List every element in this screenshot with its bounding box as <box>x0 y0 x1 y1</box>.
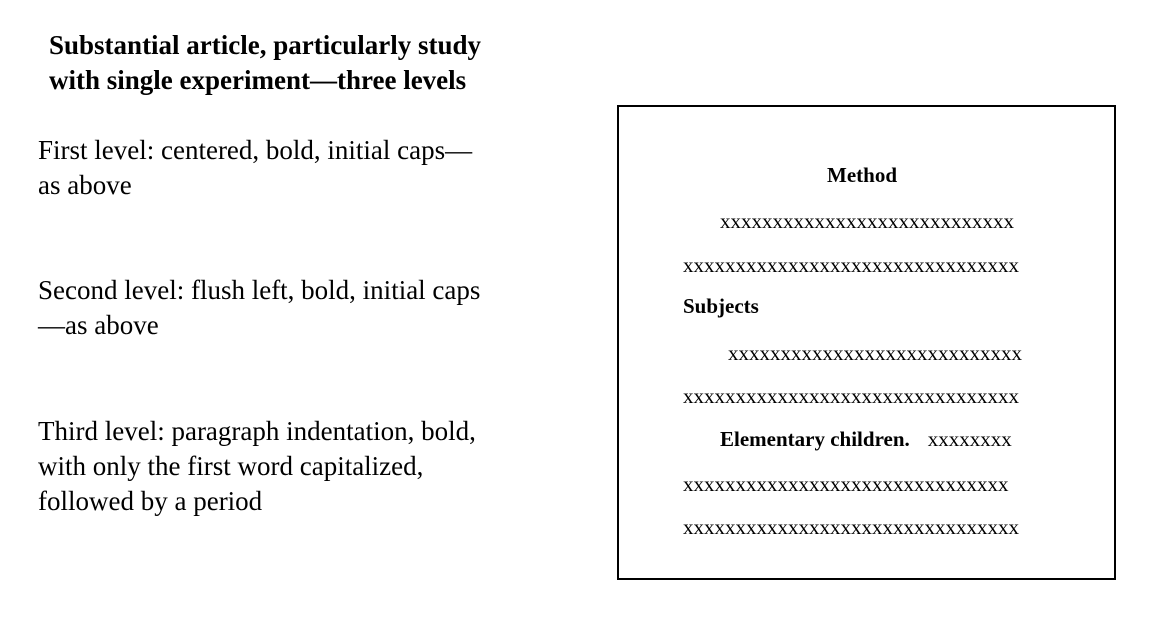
page-title <box>49 28 569 98</box>
title-line-2: with single experiment—three levels <box>49 65 467 95</box>
third-level-line-2: with only the first word capitalized, <box>38 451 424 481</box>
heading-example-box <box>617 105 1116 580</box>
second-level-description <box>38 273 568 343</box>
first-level-line-1: First level: centered, bold, initial caps— <box>38 135 473 165</box>
first-level-description <box>38 133 568 203</box>
elementary-children-heading: Elementary children. <box>720 427 910 451</box>
elementary-text-start: xxxxxxxx <box>927 427 1012 451</box>
title-line-1: Substantial article, particularly study <box>49 30 482 60</box>
method-text-line-1: xxxxxxxxxxxxxxxxxxxxxxxxxxxx <box>720 209 1014 233</box>
subjects-text-line-1: xxxxxxxxxxxxxxxxxxxxxxxxxxxx <box>728 341 1022 365</box>
third-level-line-1: Third level: paragraph indentation, bold, <box>38 416 476 446</box>
second-level-line-2: —as above <box>38 310 159 340</box>
elementary-text-line-2: xxxxxxxxxxxxxxxxxxxxxxxxxxxxxxx <box>683 472 1009 496</box>
subjects-text-line-2: xxxxxxxxxxxxxxxxxxxxxxxxxxxxxxxx <box>683 384 1019 408</box>
elementary-text-line-3: xxxxxxxxxxxxxxxxxxxxxxxxxxxxxxxx <box>683 515 1019 539</box>
method-text-line-2: xxxxxxxxxxxxxxxxxxxxxxxxxxxxxxxx <box>683 253 1019 277</box>
third-level-line-3: followed by a period <box>38 486 263 516</box>
first-level-line-2: as above <box>38 170 132 200</box>
subjects-heading: Subjects <box>683 294 759 318</box>
method-heading: Method <box>827 163 897 187</box>
third-level-description <box>38 414 568 519</box>
elementary-paragraph-line-1 <box>720 427 1012 451</box>
second-level-line-1: Second level: flush left, bold, initial caps <box>38 275 481 305</box>
